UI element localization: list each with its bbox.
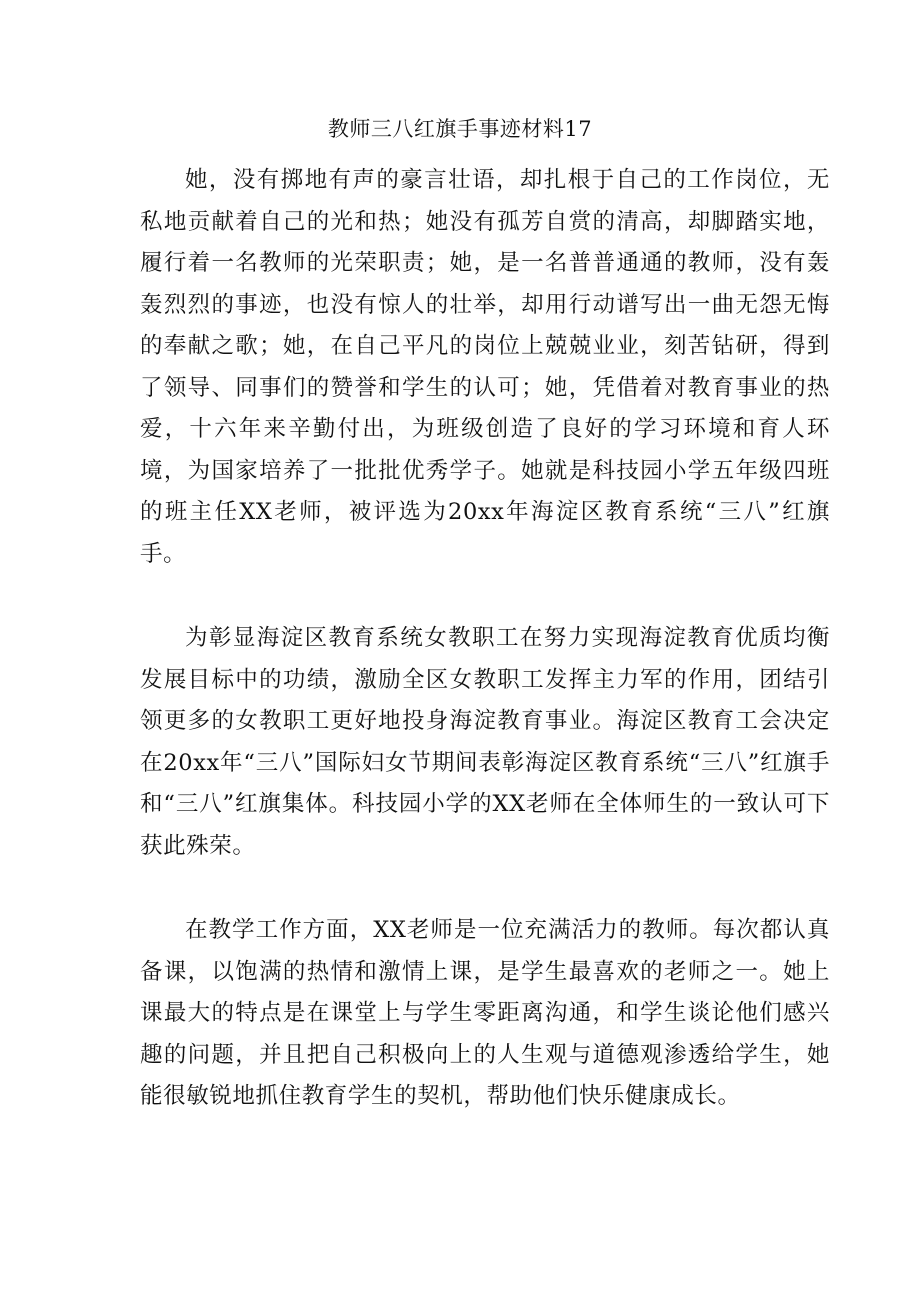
paragraph-1: 她，没有掷地有声的豪言壮语，却扎根于自己的工作岗位，无私地贡献着自己的光和热；她没有孤芳自赏的清高，却脚踏实地，履行着一名教师的光荣职责；她，是一名普普通通的教师，没有轰轰烈烈的事迹，也没有惊人的壮举，却用行动谱写出一曲无怨无悔的奉献之歌；她，在自己平凡的岗位上兢兢业业，刻苦钻研，得到了领导、同事们的赞誉和学生的认可；她，凭借着对教育事业的热爱，十六年来辛勤付出，为班级创造了良好的学习环境和育人环境，为国家培养了一批批优秀学子。她就是科技园小学五年级四班的班主任XX老师，被评选为20xx年海淀区教育系统“三八”红旗手。 [140,167,830,567]
paragraph-3: 在教学工作方面，XX老师是一位充满活力的教师。每次都认真备课，以饱满的热情和激情上课，是学生最喜欢的老师之一。她上课最大的特点是在课堂上与学生零距离沟通，和学生谈论他们感兴趣的问题，并且把自己积极向上的人生观与道德观渗透给学生，她能很敏锐地抓住教育学生的契机，帮助他们快乐健康成长。 [140,917,830,1109]
document-title: 教师三八红旗手事迹材料17 [327,117,593,141]
document-body [140,160,830,1161]
paragraph-2: 为彰显海淀区教育系统女教职工在努力实现海淀教育优质均衡发展目标中的功绩，激励全区女教职工发挥主力军的作用，团结引领更多的女教职工更好地投身海淀教育事业。海淀区教育工会决定在20xx年“三八”国际妇女节期间表彰海淀区教育系统“三八”红旗手和“三八”红旗集体。科技园小学的XX老师在全体师生的一致认可下获此殊荣。 [140,625,830,859]
